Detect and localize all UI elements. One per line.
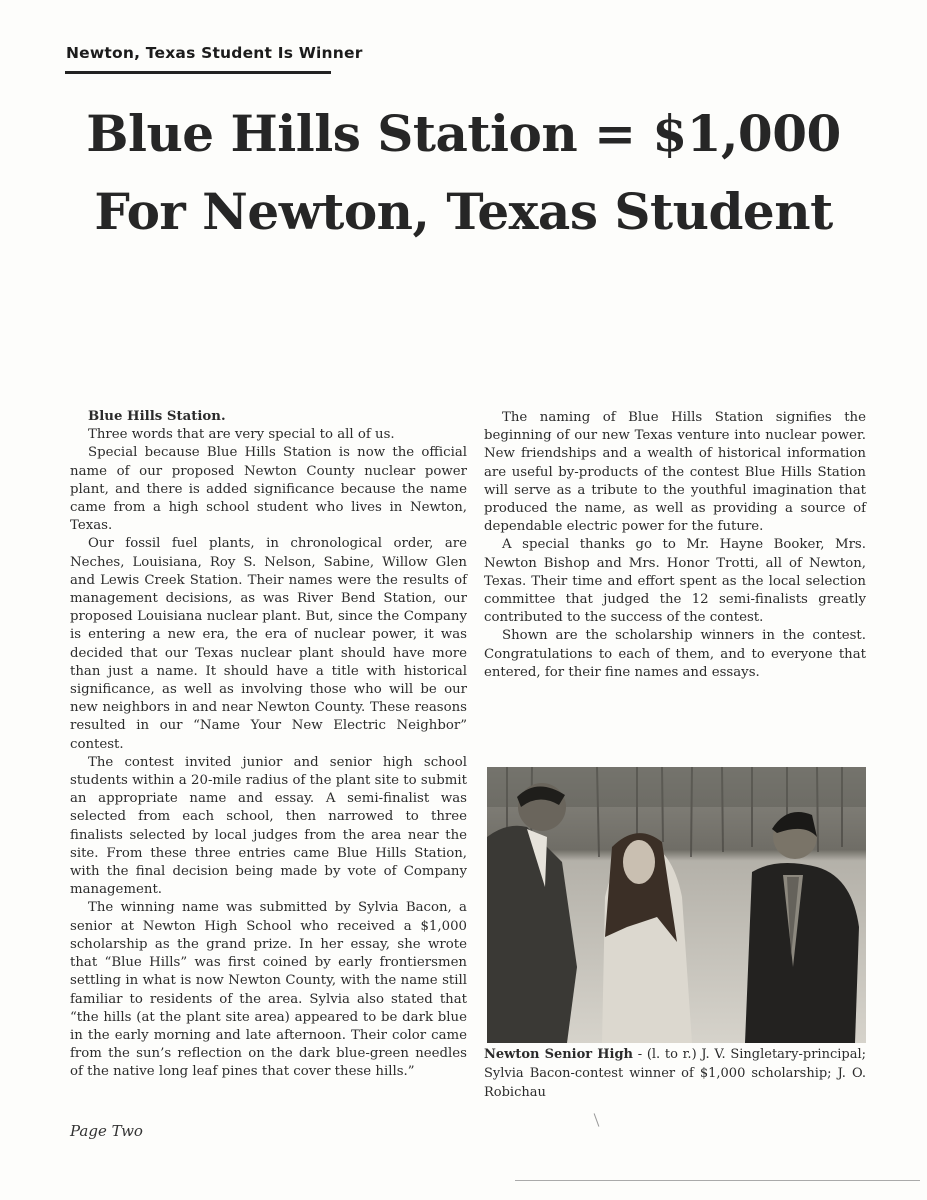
winners-photo (487, 767, 866, 1043)
section-kicker: Newton, Texas Student Is Winner (66, 44, 363, 62)
headline-line-2: For Newton, Texas Student (94, 182, 833, 241)
paragraph: The contest invited junior and senior high school students within a 20-mile radius of the plant site to submit an appropriate name and essay. A semi-finalist was selected from each school, then narrowed to three finalists selected by local judges from the area near the site. From these three entries came Blue Hills Station, with the final decision being made by vote of Company management. (70, 754, 467, 898)
photo-illustration (487, 767, 866, 1043)
paragraph: The winning name was submitted by Sylvia Bacon, a senior at Newton High School who received a $1,000 scholarship as the grand prize. In her essay, she wrote that “Blue Hills” was first coined by early frontiersmen settling in what is now Newton County, with the name still familiar to residents of the area. Sylvia also stated that “the hills (at the plant site area) appeared to be dark blue in the early morning and late afternoon. Their color came from the sun’s reflection on the dark blue-green needles of the native long leaf pines that cover these hills.” (70, 900, 467, 1080)
article-lead: Blue Hills Station. (88, 409, 226, 424)
page-edge-line (515, 1180, 920, 1181)
kicker-underline (65, 71, 331, 74)
headline-line-1: Blue Hills Station = $1,000 (86, 104, 841, 163)
paragraph: The naming of Blue Hills Station signifies the beginning of our new Texas venture into nuclear power. New friendships and a wealth of historical information are useful by-products of the contest Blue Hills Station will serve as a tribute to the youthful imagination that produced the name, as well as providing a source of dependable electric power for the future. (484, 410, 866, 535)
paragraph: Shown are the scholarship winners in the contest. Congratulations to each of them, and to everyone that entered, for their fine names and essays. (484, 628, 866, 680)
paragraph: A special thanks go to Mr. Hayne Booker, Mrs. Newton Bishop and Mrs. Honor Trotti, all of Newton, Texas. Their time and effort spent as the local selection committee that judged the 12 semi-finalists greatly contributed to the success of the contest. (484, 537, 866, 626)
article-left-column (70, 408, 467, 1082)
caption-school: Newton Senior High (484, 1047, 634, 1062)
paragraph: Three words that are very special to all of us. (88, 427, 395, 443)
caption-text: - (l. to r.) J. V. Singletary-principal; Sylvia Bacon-contest winner of $1,000 scholarship; J. O. Robichau (484, 1047, 866, 1100)
paragraph: Special because Blue Hills Station is now the official name of our proposed Newton County nuclear power plant, and there is added significance because the name came from a high school student who lives in Newton, Texas. (70, 445, 467, 534)
paragraph: Our fossil fuel plants, in chronological order, are Neches, Louisiana, Roy S. Nelson, Sabine, Willow Glen and Lewis Creek Station. Their names were the results of management decisions, as was River Bend Station, our proposed Louisiana nuclear plant. But, since the Company is entering a new era, the era of nuclear power, it was decided that our Texas nuclear plant should have more than just a name. It should have a title with historical significance, as well as involving those who will be our new neighbors in and near Newton County. These reasons resulted in our “Name Your New Electric Neighbor” contest. (70, 536, 467, 752)
photo-caption (484, 1045, 866, 1102)
article-right-column (484, 409, 866, 682)
scan-mark (594, 1113, 600, 1126)
page-number: Page Two (70, 1122, 143, 1140)
